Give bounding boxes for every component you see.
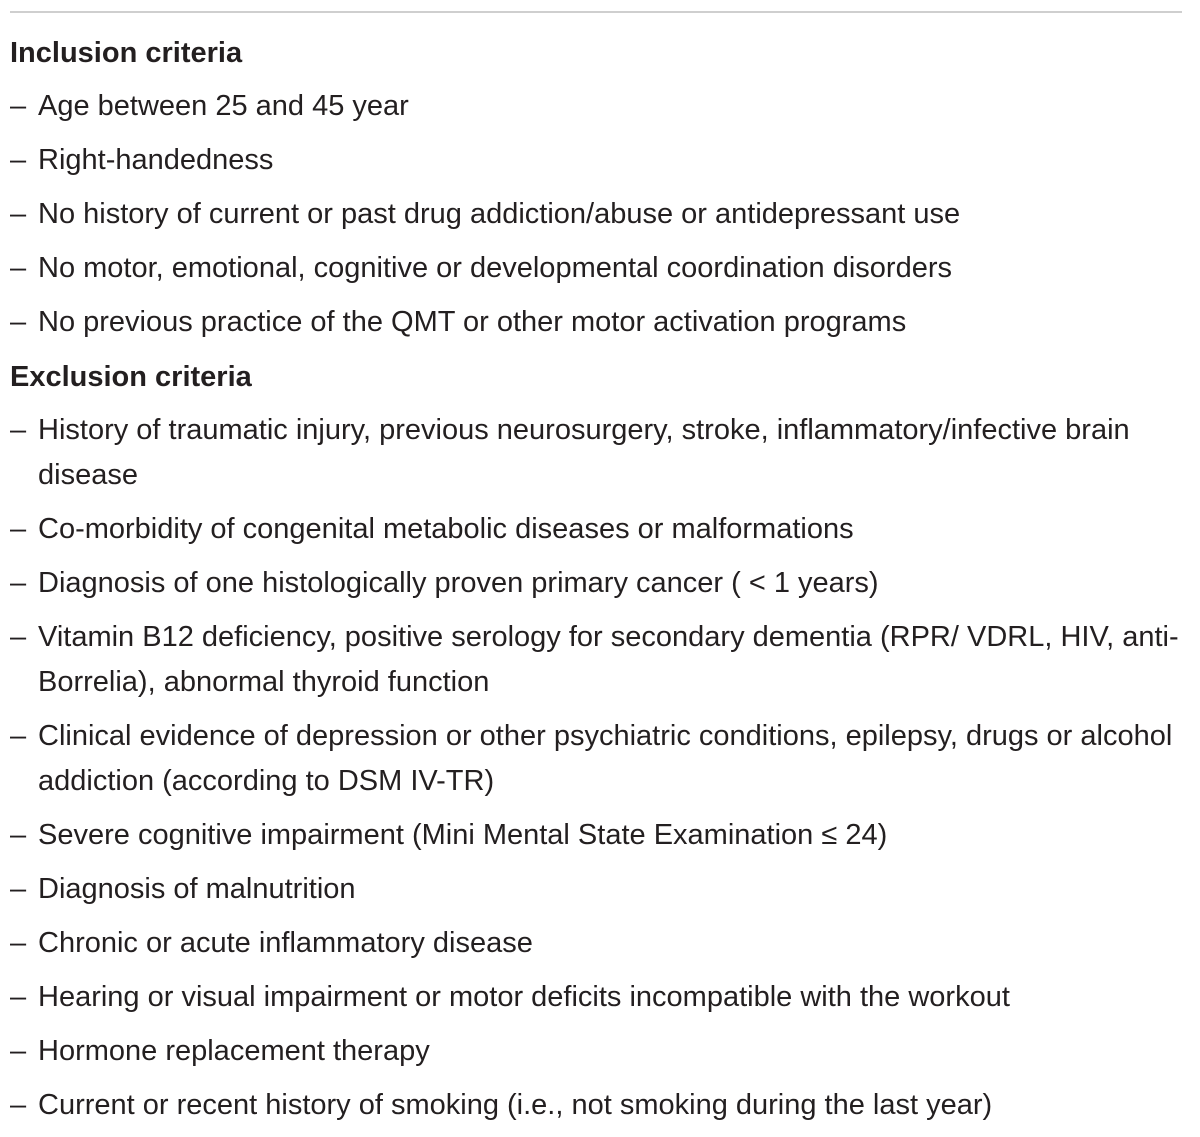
inclusion-criterion (10, 84, 1195, 129)
dash-bullet: – (10, 819, 27, 851)
inclusion-criterion (10, 192, 1195, 237)
exclusion-criterion (10, 615, 1195, 705)
criterion-text: Co-morbidity of congenital metabolic diseases or malformations (38, 513, 854, 545)
exclusion-criterion (10, 1083, 1195, 1128)
criterion-text: No previous practice of the QMT or other motor activation programs (38, 306, 907, 338)
dash-bullet: – (10, 1035, 27, 1067)
exclusion-criterion (10, 408, 1195, 498)
inclusion-criterion (10, 138, 1195, 183)
exclusion-heading: Exclusion criteria (10, 361, 252, 393)
inclusion-heading: Inclusion criteria (10, 37, 243, 69)
exclusion-list (10, 408, 1195, 1128)
inclusion-criterion (10, 246, 1195, 291)
dash-bullet: – (10, 621, 27, 653)
criterion-text: History of traumatic injury, previous neurosurgery, stroke, inflammatory/infective brain disease (38, 414, 1130, 491)
exclusion-criterion (10, 561, 1195, 606)
dash-bullet: – (10, 414, 27, 446)
criterion-text: No history of current or past drug addiction/abuse or antidepressant use (38, 198, 961, 230)
dash-bullet: – (10, 720, 27, 752)
inclusion-list (10, 84, 1195, 345)
dash-bullet: – (10, 306, 27, 338)
dash-bullet: – (10, 927, 27, 959)
criterion-text: Current or recent history of smoking (i.e., not smoking during the last year) (38, 1089, 993, 1121)
criterion-text: Right-handedness (38, 144, 274, 176)
criterion-text: Vitamin B12 deficiency, positive serology for secondary dementia (RPR/ VDRL, HIV, anti-Borrelia), abnormal thyroid function (38, 621, 1179, 698)
criterion-text: Hormone replacement therapy (38, 1035, 430, 1067)
inclusion-criterion (10, 300, 1195, 345)
dash-bullet: – (10, 513, 27, 545)
exclusion-criterion (10, 921, 1195, 966)
dash-bullet: – (10, 567, 27, 599)
criterion-text: No motor, emotional, cognitive or developmental coordination disorders (38, 252, 952, 284)
criterion-text: Clinical evidence of depression or other psychiatric conditions, epilepsy, drugs or alcohol addiction (according to DSM IV-TR) (38, 720, 1173, 797)
exclusion-criterion (10, 714, 1195, 804)
criterion-text: Diagnosis of one histologically proven primary cancer ( < 1 years) (38, 567, 879, 599)
dash-bullet: – (10, 873, 27, 905)
criterion-text: Severe cognitive impairment (Mini Mental State Examination ≤ 24) (38, 819, 888, 851)
criterion-text: Hearing or visual impairment or motor deficits incompatible with the workout (38, 981, 1010, 1013)
dash-bullet: – (10, 198, 27, 230)
exclusion-criterion (10, 1029, 1195, 1074)
dash-bullet: – (10, 1089, 27, 1121)
criterion-text: Diagnosis of malnutrition (38, 873, 356, 905)
dash-bullet: – (10, 252, 27, 284)
exclusion-criterion (10, 975, 1195, 1020)
exclusion-criterion (10, 507, 1195, 552)
top-rule (10, 11, 1182, 13)
dash-bullet: – (10, 144, 27, 176)
dash-bullet: – (10, 90, 27, 122)
criterion-text: Chronic or acute inflammatory disease (38, 927, 533, 959)
dash-bullet: – (10, 981, 27, 1013)
exclusion-criterion (10, 867, 1195, 912)
criterion-text: Age between 25 and 45 year (38, 90, 409, 122)
criteria-table (10, 30, 1195, 1137)
exclusion-criterion (10, 813, 1195, 858)
